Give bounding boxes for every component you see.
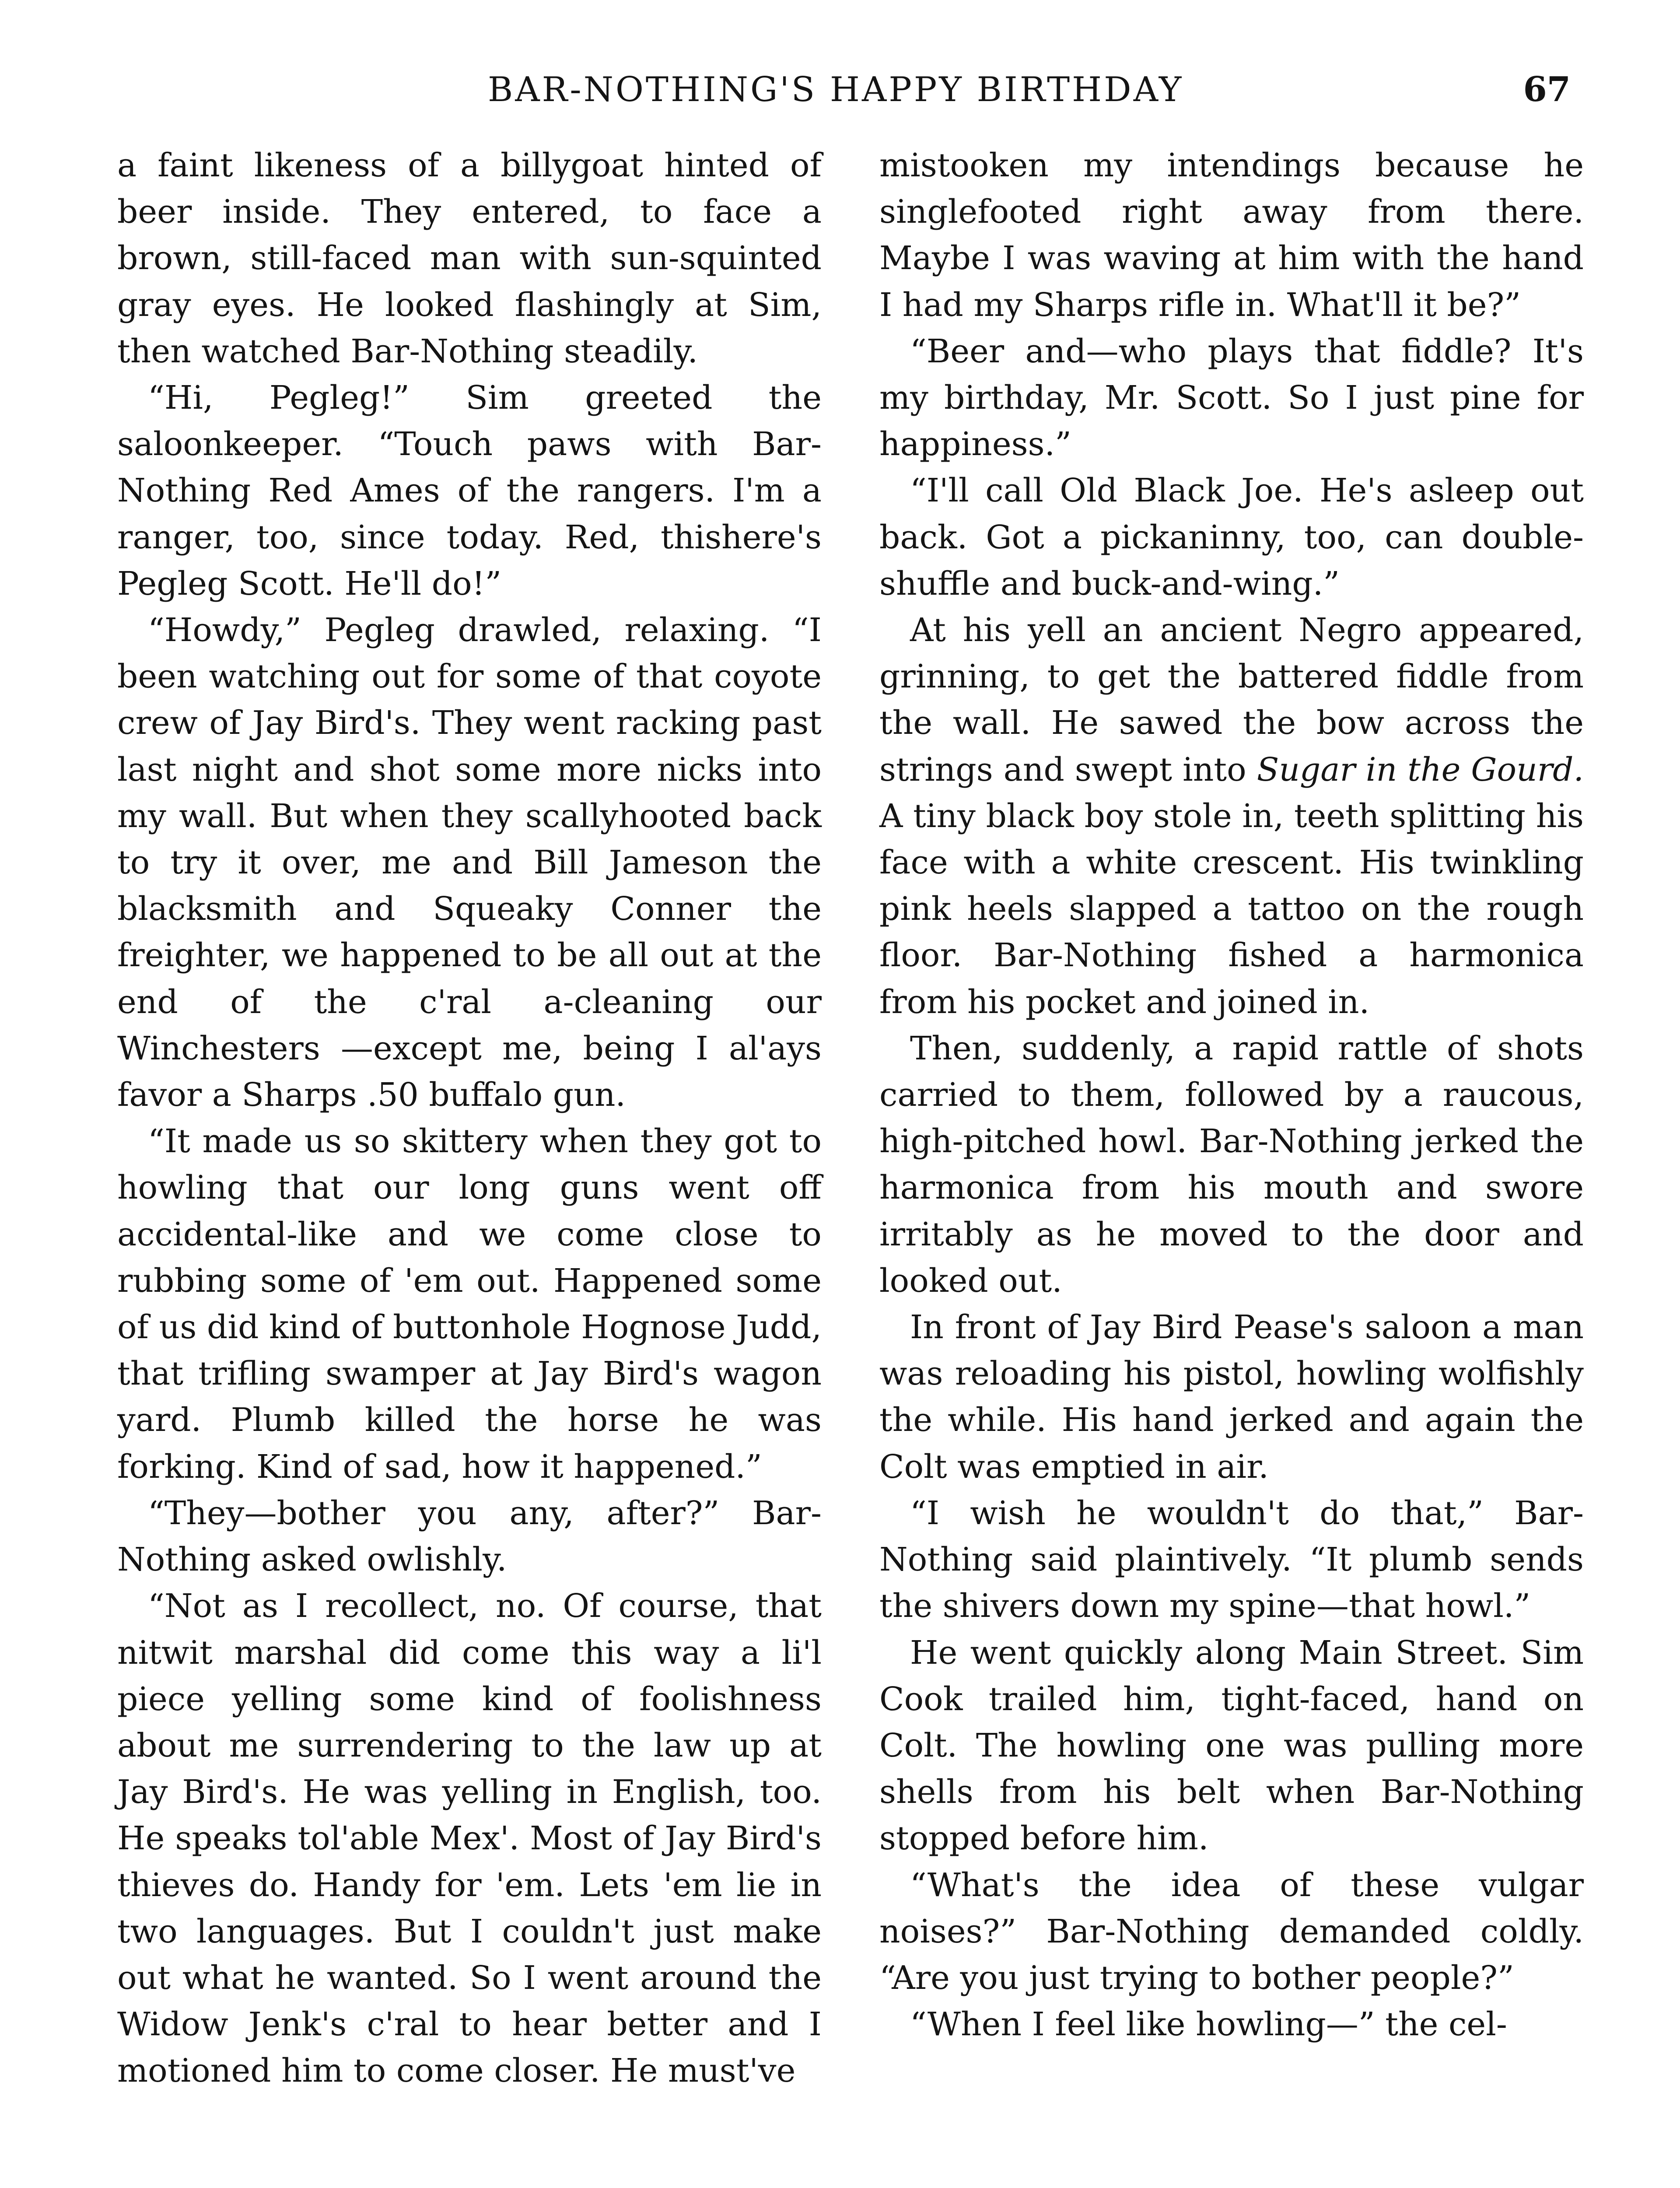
- paragraph: He went quickly along Main Street. Sim Cook trailed him, tight-faced, hand on Colt. The howling one was pulling more shells from his belt when Bar-Nothing stopped before him.: [879, 1634, 1584, 1858]
- paragraph: “I wish he wouldn't do that,” Bar-Nothing said plaintively. “It plumb sends the shivers down my spine—that howl.”: [879, 1494, 1584, 1625]
- song-title: Sugar in the Gourd.: [1256, 750, 1584, 789]
- paragraph: “They—bother you any, after?” Bar-Nothing asked owlishly.: [117, 1494, 822, 1579]
- paragraph: a faint likeness of a billygoat hinted of beer inside. They entered, to face a brown, still-faced man with sun-squinted gray eyes. He looked flashingly at Sim, then watched Bar-Nothing steadily.: [117, 147, 822, 370]
- running-title: BAR-NOTHING'S HAPPY BIRTHDAY: [488, 70, 1184, 109]
- paragraph: “When I feel like howling—” the cel-: [910, 2006, 1507, 2044]
- right-column: [879, 142, 1584, 2048]
- paragraph: “I'll call Old Black Joe. He's asleep out back. Got a pickaninny, too, can double-shuffle and buck-and-wing.”: [879, 472, 1584, 603]
- page-header: [0, 66, 1680, 114]
- left-column: [117, 142, 822, 2094]
- paragraph: “What's the idea of these vulgar noises?” Bar-Nothing demanded coldly. “Are you just trying to bother people?”: [879, 1866, 1584, 1997]
- paragraph: “Howdy,” Pegleg drawled, relaxing. “I been watching out for some of that coyote crew of Jay Bird's. They went racking past last night and shot some more nicks into my wall. But when they scallyhooted back to try it over, me and Bill Jameson the blacksmith and Squeaky Conner the freighter, we happened to be all out at the end of the c'ral a-cleaning our Winchesters —except me, being I al'ays favor a Sharps .50 buffalo gun.: [117, 611, 822, 1114]
- paragraph: “Hi, Pegleg!” Sim greeted the saloonkeeper. “Touch paws with Bar-Nothing Red Ames of the rangers. I'm a ranger, too, since today. Red, thishere's Pegleg Scott. He'll do!”: [117, 379, 822, 603]
- paragraph: “It made us so skittery when they got to howling that our long guns went off accidental-like and we come close to rubbing some of 'em out. Happened some of us did kind of buttonhole Hognose Judd, that trifling swamper at Jay Bird's wagon yard. Plumb killed the horse he was forking. Kind of sad, how it happened.”: [117, 1122, 822, 1486]
- paragraph: “Not as I recollect, no. Of course, that nitwit marshal did come this way a li'l piece yelling some kind of foolishness about me surrendering to the law up at Jay Bird's. He was yelling in English, too. He speaks tol'able Mex'. Most of Jay Bird's thieves do. Handy for 'em. Lets 'em lie in two languages. But I couldn't just make out what he wanted. So I went around the Widow Jenk's c'ral to hear better and I motioned him to come closer. He must've: [117, 1587, 822, 2090]
- paragraph-text: A tiny black boy stole in, teeth splitting his face with a white crescent. His twinkling pink heels slapped a tattoo on the rough floor. Bar-Nothing fished a harmonica from his pocket and joined in.: [879, 797, 1584, 1021]
- paragraph-text: At his yell an ancient Negro appeared, grinning, to get the battered fiddle from the wall. He sawed the bow across the strings and swept into: [879, 611, 1584, 789]
- paragraph: mistooken my intendings because he singlefooted right away from there. Maybe I was waving at him with the hand I had my Sharps rifle in. What'll it be?”: [879, 147, 1584, 324]
- paragraph: “Beer and—who plays that fiddle? It's my birthday, Mr. Scott. So I just pine for happiness.”: [879, 332, 1584, 463]
- page-number: 67: [1523, 70, 1571, 109]
- paragraph: Then, suddenly, a rapid rattle of shots carried to them, followed by a raucous, high-pitched howl. Bar-Nothing jerked the harmonica from his mouth and swore irritably as he moved to the door and looked out.: [879, 1029, 1584, 1300]
- paragraph: In front of Jay Bird Pease's saloon a man was reloading his pistol, howling wolfishly the while. His hand jerked and again the Colt was emptied in air.: [879, 1308, 1584, 1486]
- paragraph: [879, 607, 1584, 1025]
